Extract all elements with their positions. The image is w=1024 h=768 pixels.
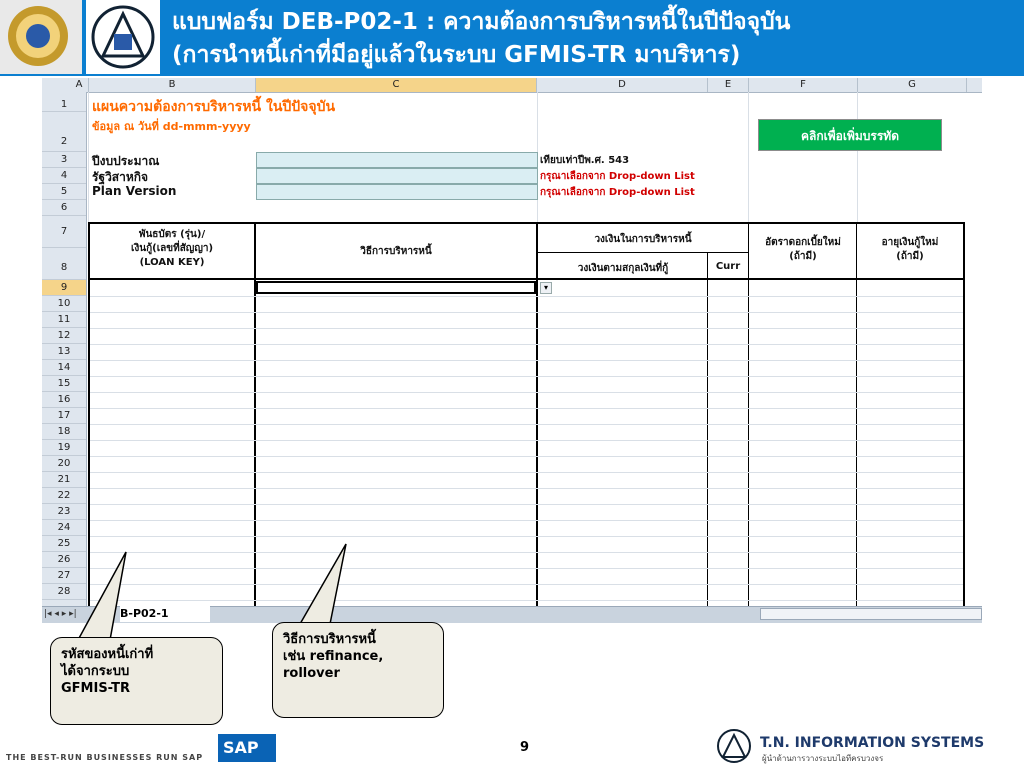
currency-header: Curr bbox=[715, 261, 741, 272]
column-header-g[interactable]: G bbox=[858, 78, 967, 92]
plan-version-label: Plan Version bbox=[92, 184, 177, 198]
loan-key-header: พันธบัตร (รุ่น)/ เงินกู้(เลขที่สัญญา) (LOAN KEY) bbox=[130, 229, 214, 268]
row-header[interactable]: 6 bbox=[42, 200, 86, 216]
row-header[interactable]: 11 bbox=[42, 312, 86, 328]
fiscal-year-label: ปีงบประมาณ bbox=[92, 154, 160, 168]
callout-loan-key-note: รหัสของหนี้เก่าที่ ได้จากระบบ GFMIS-TR bbox=[50, 637, 223, 725]
row-header[interactable]: 26 bbox=[42, 552, 86, 568]
row-header[interactable]: 19 bbox=[42, 440, 86, 456]
plan-version-note: กรุณาเลือกจาก Drop-down List bbox=[540, 187, 695, 198]
row-header[interactable]: 25 bbox=[42, 536, 86, 552]
state-enterprise-label: รัฐวิสาหกิจ bbox=[92, 170, 149, 184]
sheet-tab-label: B-P02-1 bbox=[120, 607, 169, 620]
sheet-subtitle: ข้อมูล ณ วันที่ dd-mmm-yyyy bbox=[92, 120, 251, 133]
row-header[interactable]: 28 bbox=[42, 584, 86, 600]
sheet-title: แผนความต้องการบริหารหนี้ ในปีปัจจุบัน bbox=[92, 99, 336, 115]
column-header-d[interactable]: D bbox=[537, 78, 708, 92]
row-header[interactable]: 13 bbox=[42, 344, 86, 360]
row-header[interactable]: 15 bbox=[42, 376, 86, 392]
budget-sub-header: วงเงินตามสกุลเงินที่กู้ bbox=[577, 263, 669, 274]
row-header[interactable]: 12 bbox=[42, 328, 86, 344]
interest-header: อัตราดอกเบี้ยใหม่ (ถ้ามี) bbox=[765, 237, 841, 262]
slide-title-line2: (การนำหนี้เก่าที่มีอยู่แล้วในระบบ GFMIS-TR มาบริหาร) bbox=[172, 42, 741, 68]
row-header[interactable]: 5 bbox=[42, 184, 86, 200]
slide-title-line1: แบบฟอร์ม DEB-P02-1 : ความต้องการบริหารหนี้ในปีปัจจุบัน bbox=[172, 9, 791, 35]
term-header: อายุเงินกู้ใหม่ (ถ้ามี) bbox=[881, 237, 939, 262]
column-header-e[interactable]: E bbox=[708, 78, 749, 92]
row-header[interactable]: 2 bbox=[42, 112, 86, 152]
row-header[interactable]: 10 bbox=[42, 296, 86, 312]
row-header[interactable]: 3 bbox=[42, 152, 86, 168]
row-header[interactable]: 22 bbox=[42, 488, 86, 504]
footer-tagline: THE BEST-RUN BUSINESSES RUN SAP bbox=[6, 753, 204, 762]
add-row-button[interactable]: คลิกเพื่อเพิ่มบรรทัด bbox=[758, 119, 942, 151]
row-header[interactable]: 7 bbox=[42, 216, 86, 248]
company-subtitle: ผู้นำด้านการวางระบบไอทีครบวงจร bbox=[762, 754, 884, 763]
company-name: T.N. INFORMATION SYSTEMS bbox=[760, 735, 985, 751]
row-header[interactable]: 4 bbox=[42, 168, 86, 184]
row-header[interactable]: 27 bbox=[42, 568, 86, 584]
tn-logo-footer bbox=[714, 728, 754, 764]
row-header[interactable]: 21 bbox=[42, 472, 86, 488]
column-header-f[interactable]: F bbox=[749, 78, 858, 92]
row-header[interactable]: 1 bbox=[42, 92, 86, 112]
method-header: วิธีการบริหารหนี้ bbox=[360, 246, 432, 257]
column-header-c[interactable]: C bbox=[256, 78, 537, 92]
row-header[interactable]: 8 bbox=[42, 248, 86, 280]
dropdown-arrow-icon[interactable]: ▾ bbox=[540, 282, 552, 294]
callout-method-note: วิธีการบริหารหนี้ เช่น refinance, rollover bbox=[272, 622, 444, 718]
column-header-b[interactable]: B bbox=[89, 78, 256, 92]
row-header[interactable]: 16 bbox=[42, 392, 86, 408]
row-header[interactable]: 23 bbox=[42, 504, 86, 520]
row-header[interactable]: 9 bbox=[42, 280, 86, 296]
row-header[interactable]: 24 bbox=[42, 520, 86, 536]
row-header[interactable]: 18 bbox=[42, 424, 86, 440]
row-header[interactable]: 14 bbox=[42, 360, 86, 376]
column-header-a[interactable]: A bbox=[70, 78, 89, 92]
sap-logo: SAP bbox=[218, 734, 276, 762]
state-enterprise-note: กรุณาเลือกจาก Drop-down List bbox=[540, 171, 695, 182]
page-number: 9 bbox=[520, 740, 530, 755]
fiscal-year-note: เทียบเท่าปีพ.ศ. 543 bbox=[540, 155, 630, 166]
row-header[interactable]: 20 bbox=[42, 456, 86, 472]
budget-header: วงเงินในการบริหารหนี้ bbox=[594, 234, 692, 245]
sheet-nav-arrows-icon[interactable]: |◂ ◂ ▸ ▸| bbox=[44, 609, 77, 619]
row-header[interactable]: 17 bbox=[42, 408, 86, 424]
